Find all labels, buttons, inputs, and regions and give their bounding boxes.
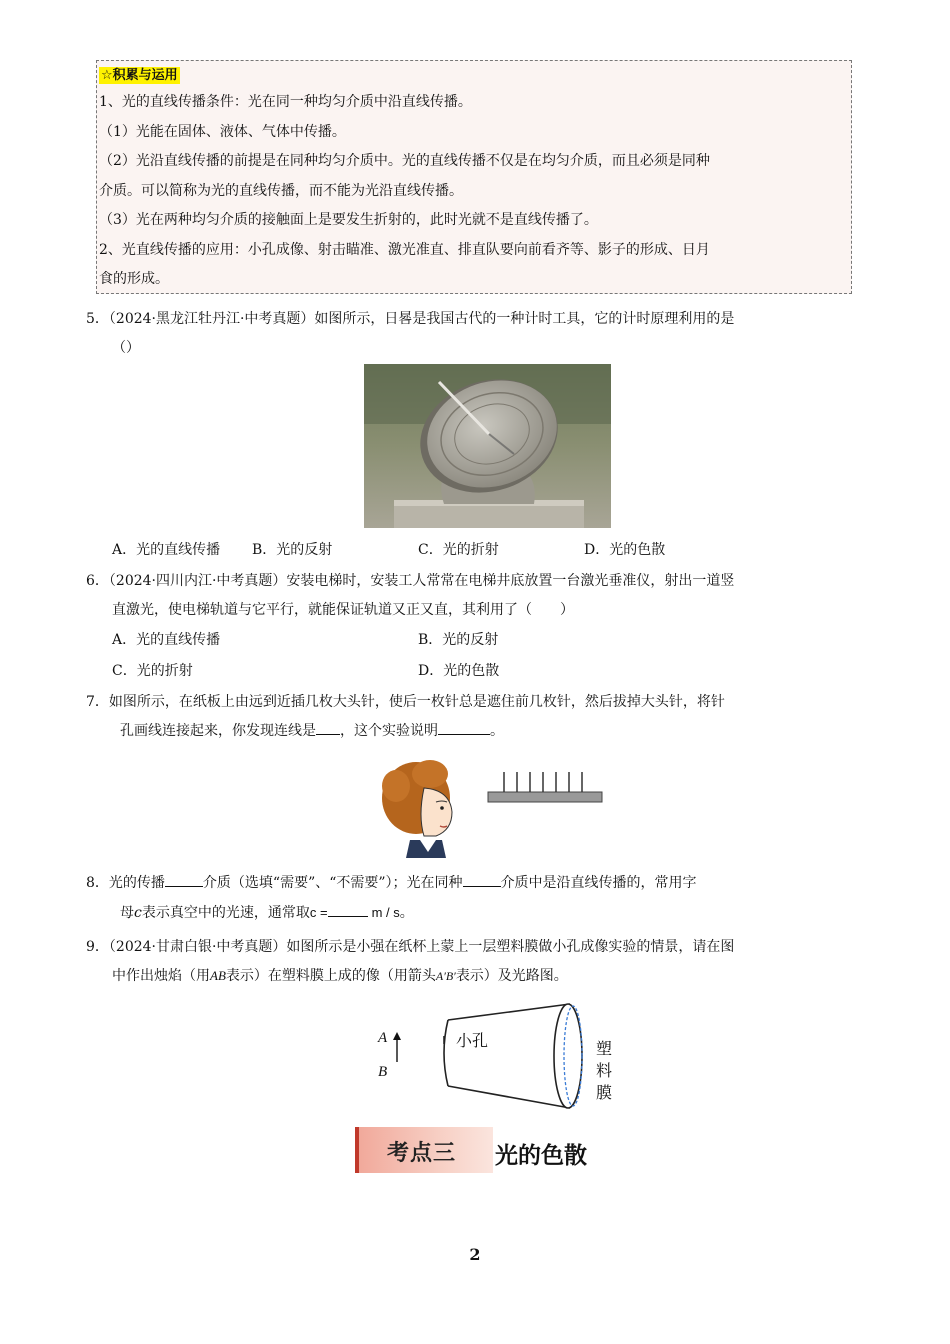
q8-unit: m / s	[371, 905, 400, 920]
q5-stem-cont: （）	[112, 340, 140, 356]
q7-stem: 7．如图所示，在纸板上由远到近插几枚大头针，使后一枚针总是遮住前几枚针，然后拔掉大头针，将针	[86, 694, 725, 710]
section-badge-text: 考点三	[387, 1141, 457, 1166]
summary-line: （1）光能在固体、液体、气体中传播。	[99, 124, 346, 140]
summary-line: 食的形成。	[99, 271, 169, 287]
q8-text-c: 介质中是沿直线传播的，常用字	[500, 875, 697, 891]
q8-text-d: 母	[120, 905, 134, 921]
q7-stem-cont	[120, 722, 504, 740]
q7-text-b: ，这个实验说明	[340, 723, 438, 739]
q6-option-c[interactable]: C．光的折射	[112, 663, 193, 679]
q7-text-a: 孔画线连接起来，你发现连线是	[120, 723, 316, 739]
q6-stem: 6．（2024·四川内江·中考真题）安装电梯时，安装工人常常在电梯井底放置一台激光垂准仪，射出一道竖	[86, 573, 735, 589]
summary-line: （2）光沿直线传播的前提是在同种均匀介质中。光的直线传播不仅是在均匀介质，而且必须是同种	[99, 153, 710, 169]
label-b: B	[378, 1064, 388, 1080]
label-film-1: 塑	[596, 1039, 613, 1058]
pinhole-cup-figure	[370, 1000, 630, 1122]
q9-stem-cont	[112, 967, 568, 985]
section-badge	[355, 1127, 493, 1173]
q5-option-b[interactable]: B．光的反射	[252, 542, 333, 558]
q8-blank-3[interactable]	[328, 904, 368, 917]
q8-blank-1[interactable]	[165, 874, 203, 887]
q9-ab: AB	[210, 968, 226, 983]
q8-formula: c =	[309, 905, 328, 920]
q9-text-a: 中作出烛焰（用	[112, 968, 210, 984]
q9-text-c: 表示）及光路图。	[455, 968, 568, 984]
q8-symbol-c: c	[134, 905, 142, 921]
q5-option-a[interactable]: A．光的直线传播	[112, 542, 221, 558]
label-film-2: 料	[596, 1061, 613, 1080]
q6-stem-cont: 直激光，使电梯轨道与它平行，就能保证轨道又正又直，其利用了（ ）	[112, 602, 574, 618]
section-title: 光的色散	[495, 1143, 587, 1169]
sundial-photo	[364, 364, 611, 528]
q8-blank-2[interactable]	[463, 874, 501, 887]
q7-text-c: 。	[490, 723, 504, 739]
q5-option-d[interactable]: D．光的色散	[584, 542, 666, 558]
q6-option-a[interactable]: A．光的直线传播	[112, 632, 221, 648]
summary-line: 1、光的直线传播条件：光在同一种均匀介质中沿直线传播。	[99, 94, 472, 110]
q6-option-d[interactable]: D．光的色散	[418, 663, 500, 679]
q8-text-b: 介质（选填“需要”、“不需要”）；光在同种	[202, 875, 463, 891]
summary-box	[96, 60, 852, 294]
q8-stem	[86, 874, 697, 892]
summary-line: 2、光直线传播的应用：小孔成像、射击瞄准、激光准直、排直队要向前看齐等、影子的形成、日月	[99, 242, 710, 258]
q5-option-c[interactable]: C．光的折射	[418, 542, 499, 558]
page-number: 2	[469, 1245, 481, 1264]
label-film-3: 膜	[596, 1083, 613, 1102]
q9-stem: 9．（2024·甘肃白银·中考真题）如图所示是小强在纸杯上蒙上一层塑料膜做小孔成像实验的情景，请在图	[86, 939, 735, 955]
q9-text-b: 表示）在塑料膜上成的像（用箭头	[225, 968, 436, 984]
summary-line: （3）光在两种均匀介质的接触面上是要发生折射的，此时光就不是直线传播了。	[99, 212, 598, 228]
q6-option-b[interactable]: B．光的反射	[418, 632, 499, 648]
label-hole: 小孔	[456, 1031, 489, 1050]
q8-text-e: 表示真空中的光速，通常取	[141, 905, 310, 921]
q8-stem-cont	[120, 904, 414, 922]
q7-blank-2[interactable]	[438, 722, 490, 735]
q5-stem: 5．（2024·黑龙江牡丹江·中考真题）如图所示，日晷是我国古代的一种计时工具，它的计时原理利用的是	[86, 311, 735, 327]
summary-line: 介质。可以简称为光的直线传播，而不能为光沿直线传播。	[99, 183, 463, 199]
label-a: A	[378, 1030, 388, 1046]
q9-ab-prime: A′B′	[435, 969, 456, 983]
q7-blank-1[interactable]	[316, 722, 340, 735]
q8-text-a: 8．光的传播	[86, 875, 165, 891]
pin-experiment-figure	[380, 756, 610, 862]
summary-box-title: ☆积累与运用	[101, 68, 178, 83]
section-heading	[355, 1127, 615, 1175]
q8-text-f: 。	[399, 905, 414, 921]
